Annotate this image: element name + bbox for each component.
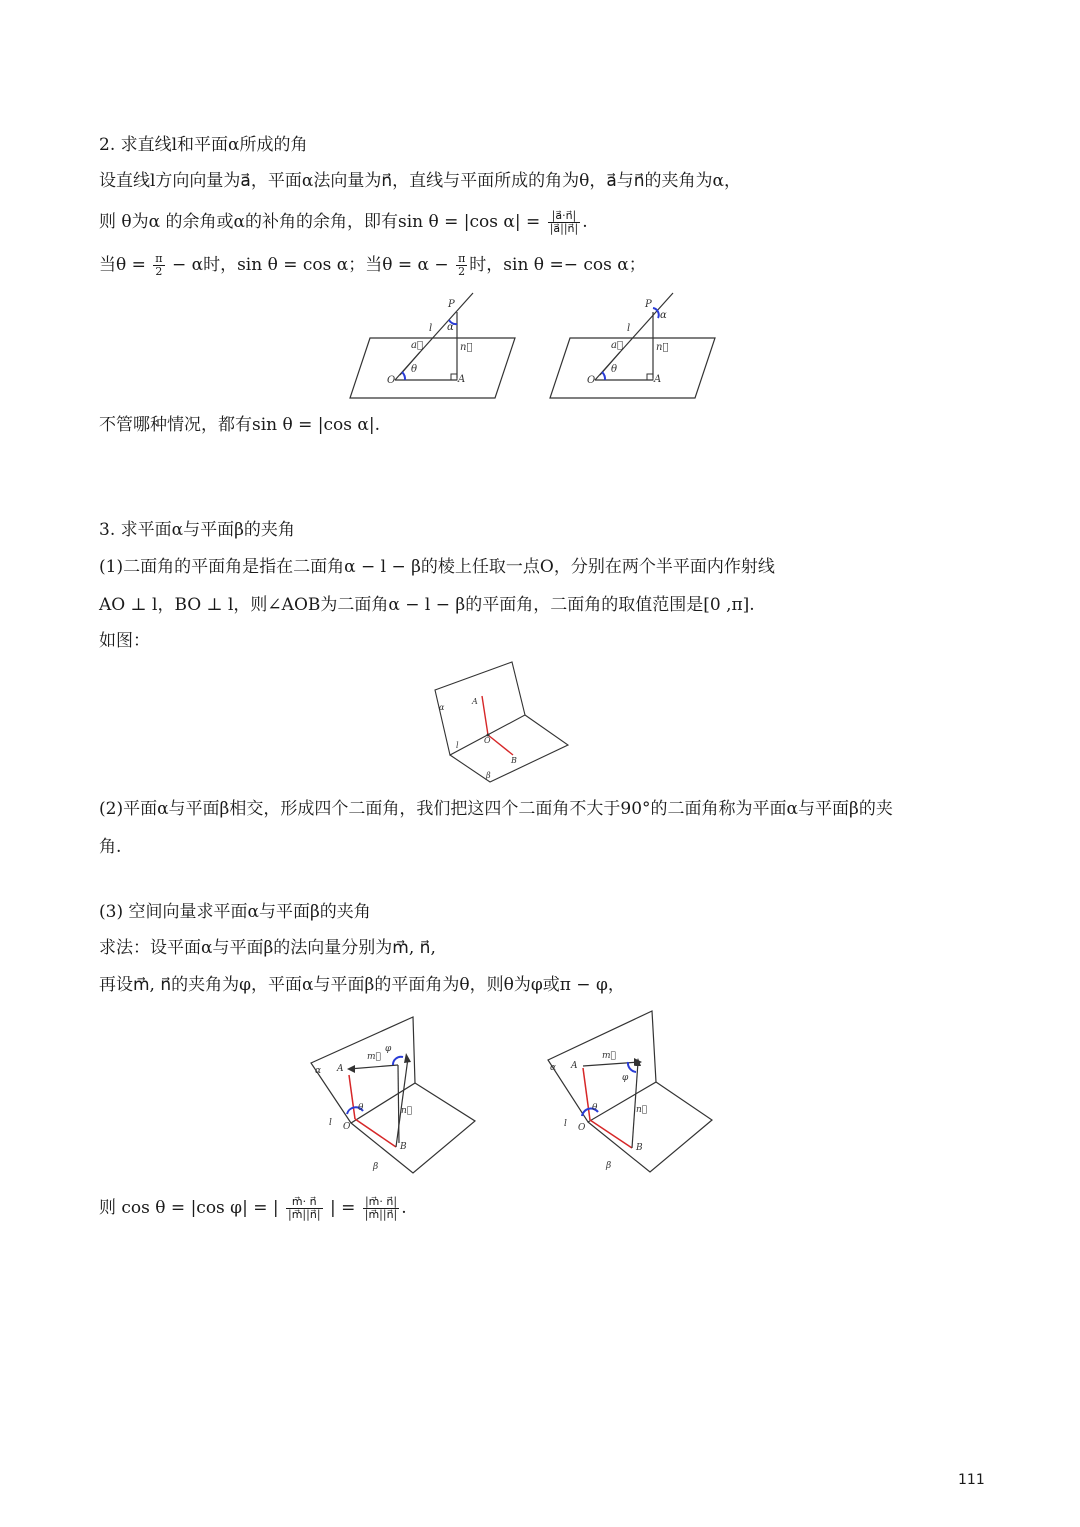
figure-plane-angle-1 bbox=[303, 1013, 483, 1183]
fig3-B-label: B bbox=[400, 1142, 407, 1152]
dihedral-l-label: l bbox=[456, 741, 459, 750]
fig3-O-label: O bbox=[343, 1122, 351, 1132]
fig1-a-label: a⃗ bbox=[411, 340, 423, 351]
fig1-l-label: l bbox=[429, 323, 433, 334]
line3-fraction-2 bbox=[456, 253, 467, 278]
fig4-theta-label: θ bbox=[592, 1103, 598, 1113]
figure-dihedral-angle bbox=[430, 660, 575, 785]
fig2-A-label: A bbox=[654, 374, 662, 385]
fig1-alpha-label: α bbox=[447, 322, 454, 333]
section2-conclusion: 不管哪种情况，都有sin θ = |cos α|. bbox=[99, 415, 381, 435]
fig3-beta-label: β bbox=[373, 1162, 379, 1172]
fig4-phi-label: φ bbox=[622, 1073, 629, 1083]
fig4-alpha-label: α bbox=[550, 1063, 557, 1073]
fig4-B-label: B bbox=[636, 1143, 643, 1153]
section2-line2 bbox=[99, 210, 588, 235]
section3-p2-line2: 角. bbox=[99, 837, 122, 857]
dihedral-B-label: B bbox=[511, 756, 517, 765]
line3-frac2-num: π bbox=[458, 252, 466, 265]
section3-p1-line3: 如图： bbox=[99, 631, 150, 651]
section2-line1: 设直线l方向向量为a⃗，平面α法向量为n⃗，直线与平面所成的角为θ，a⃗与n⃗的夹角为α， bbox=[99, 171, 742, 191]
final-b: | = bbox=[329, 1198, 356, 1218]
fig3-theta-label: θ bbox=[358, 1103, 364, 1113]
page-number: 111 bbox=[958, 1472, 985, 1488]
fig1-theta-label: θ bbox=[411, 364, 418, 375]
line3-frac2-den: 2 bbox=[458, 265, 466, 278]
fig2-l-label: l bbox=[627, 323, 631, 334]
fig3-phi-label: φ bbox=[385, 1044, 392, 1054]
fig3-l-label: l bbox=[329, 1118, 332, 1128]
figure-line-plane-1 bbox=[345, 290, 520, 402]
final-formula bbox=[99, 1196, 407, 1221]
line2-denominator: |a⃗||n⃗| bbox=[549, 222, 579, 235]
final-frac2-num: |m⃗· n⃗| bbox=[363, 1196, 400, 1209]
fig4-n-label: n⃗ bbox=[636, 1105, 648, 1115]
line2-text: 则 θ为α 的余角或α的补角的余角，即有sin θ = |cos α| = bbox=[99, 212, 541, 232]
dihedral-O-label: O bbox=[484, 736, 491, 745]
fig3-n-label: n⃗ bbox=[401, 1106, 413, 1116]
final-frac1-num: m⃗· n⃗ bbox=[286, 1196, 323, 1209]
line3-b: − α时，sin θ = cos α；当θ = α − bbox=[171, 255, 449, 275]
fig1-A-label: A bbox=[458, 374, 466, 385]
section3-p1-line1: (1)二面角的平面角是指在二面角α − l − β的棱上任取一点O，分别在两个半平面内作射线 bbox=[99, 557, 775, 577]
final-a: 则 cos θ = |cos φ| = | bbox=[99, 1198, 279, 1218]
section3-heading: 3. 求平面α与平面β的夹角 bbox=[99, 520, 295, 540]
line2-numerator: |a⃗·n⃗| bbox=[548, 210, 581, 223]
line3-frac1-num: π bbox=[155, 252, 163, 265]
fig2-n-label: n⃗ bbox=[656, 342, 669, 353]
section2-line3 bbox=[99, 253, 646, 278]
fig3-m-label: m⃗ bbox=[367, 1052, 381, 1062]
fig2-alpha-label: α bbox=[660, 310, 667, 321]
section3-p3-heading: (3) 空间向量求平面α与平面β的夹角 bbox=[99, 902, 371, 922]
final-fraction-2 bbox=[363, 1196, 400, 1221]
fig2-a-label: a⃗ bbox=[611, 340, 623, 351]
fig4-m-label: m⃗ bbox=[602, 1051, 616, 1061]
final-frac1-den: |m⃗||n⃗| bbox=[288, 1208, 321, 1221]
line3-a: 当θ = bbox=[99, 255, 146, 275]
line2-end: . bbox=[582, 212, 588, 232]
fig2-O-label: O bbox=[587, 375, 596, 386]
section3-p3-line1: 求法：设平面α与平面β的法向量分别为m⃗, n⃗, bbox=[99, 938, 436, 958]
dihedral-beta-label: β bbox=[486, 771, 491, 780]
section3-p3-line2: 再设m⃗, n⃗的夹角为φ，平面α与平面β的平面角为θ，则θ为φ或π − φ， bbox=[99, 975, 625, 995]
fig4-O-label: O bbox=[578, 1123, 586, 1133]
dihedral-A-label: A bbox=[472, 697, 478, 706]
line3-fraction-1 bbox=[153, 253, 164, 278]
line3-frac1-den: 2 bbox=[155, 265, 163, 278]
fig1-P-label: P bbox=[448, 299, 455, 310]
line3-c: 时，sin θ =− cos α； bbox=[469, 255, 646, 275]
section2-heading: 2. 求直线l和平面α所成的角 bbox=[99, 135, 308, 155]
figure-plane-angle-2 bbox=[540, 1008, 720, 1180]
section3-p1-line2: AO ⊥ l，BO ⊥ l，则∠AOB为二面角α − l − β的平面角，二面角的取值范围是[0 ,π]. bbox=[99, 595, 755, 615]
final-fraction-1 bbox=[286, 1196, 323, 1221]
final-end: . bbox=[401, 1198, 407, 1218]
line2-fraction bbox=[548, 210, 581, 235]
fig4-beta-label: β bbox=[606, 1161, 612, 1171]
fig1-O-label: O bbox=[387, 375, 396, 386]
section3-p2-line1: (2)平面α与平面β相交，形成四个二面角，我们把这四个二面角不大于90°的二面角称为平面α与平面β的夹 bbox=[99, 799, 893, 819]
dihedral-alpha-label: α bbox=[439, 703, 445, 712]
final-frac2-den: |m⃗||n⃗| bbox=[364, 1208, 398, 1221]
fig4-l-label: l bbox=[564, 1119, 567, 1129]
figure-line-plane-2 bbox=[545, 290, 720, 402]
fig4-A-label: A bbox=[571, 1061, 578, 1071]
fig3-alpha-label: α bbox=[315, 1066, 322, 1076]
fig1-n-label: n⃗ bbox=[460, 342, 473, 353]
fig2-theta-label: θ bbox=[611, 364, 618, 375]
fig2-P-label: P bbox=[645, 299, 652, 310]
fig3-A-label: A bbox=[337, 1064, 344, 1074]
